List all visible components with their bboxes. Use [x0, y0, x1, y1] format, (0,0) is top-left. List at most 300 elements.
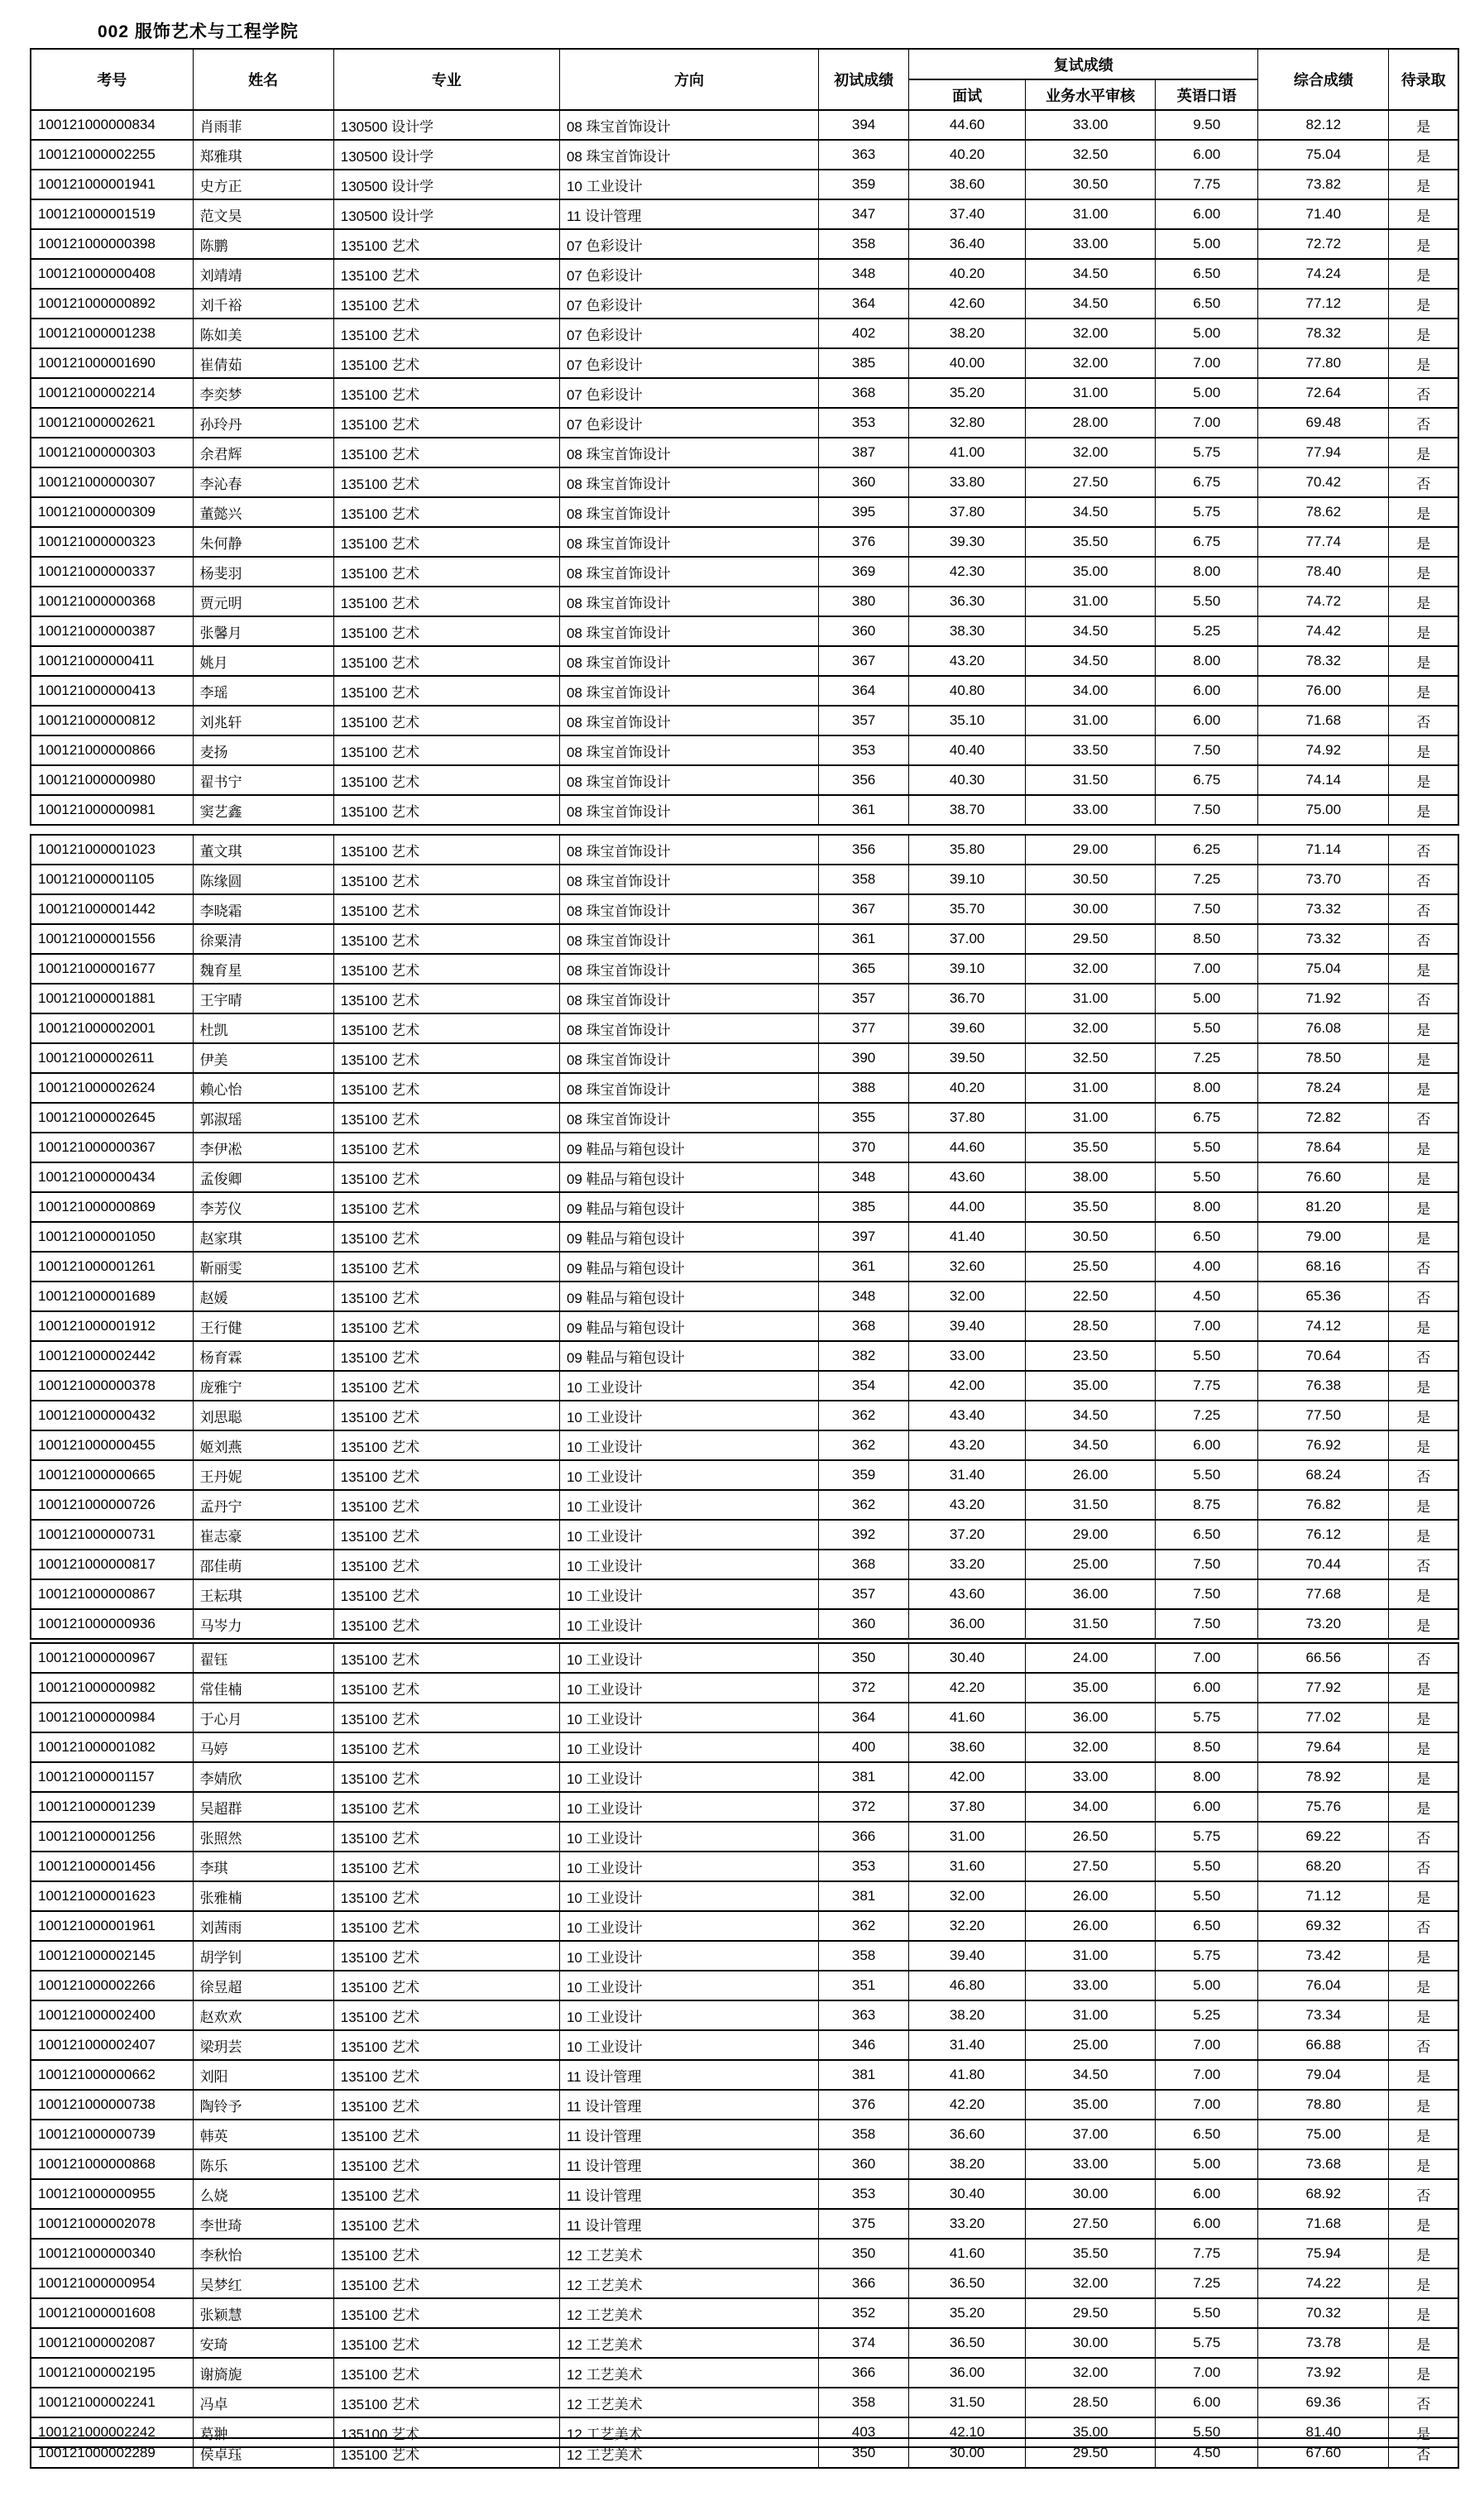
cell-initial-score: 365	[819, 954, 909, 984]
cell-exam-no: 100121000000411	[31, 646, 193, 676]
results-table-block-3	[30, 1642, 1459, 2448]
cell-major: 135100 艺术	[333, 1732, 559, 1762]
cell-professional-review: 33.00	[1026, 1971, 1156, 2000]
cell-overall-score: 69.22	[1258, 1822, 1389, 1852]
cell-admitted: 是	[1389, 497, 1458, 527]
cell-overall-score: 68.20	[1258, 1852, 1389, 1881]
cell-interview: 39.50	[909, 1043, 1026, 1073]
table-row	[31, 1252, 1458, 1282]
cell-major: 135100 艺术	[333, 1762, 559, 1792]
table-row	[31, 1282, 1458, 1311]
col-header-oral-english: 英语口语	[1156, 79, 1258, 110]
cell-name: 刘千裕	[193, 289, 333, 319]
cell-oral-english: 5.75	[1156, 1941, 1258, 1971]
cell-oral-english: 6.00	[1156, 1792, 1258, 1822]
cell-direction: 07 色彩设计	[559, 348, 818, 378]
cell-interview: 39.60	[909, 1013, 1026, 1043]
table-row	[31, 2060, 1458, 2090]
cell-initial-score: 348	[819, 259, 909, 289]
cell-name: 王行健	[193, 1311, 333, 1341]
cell-initial-score: 360	[819, 2149, 909, 2179]
cell-major: 135100 艺术	[333, 1252, 559, 1282]
cell-interview: 32.00	[909, 1282, 1026, 1311]
cell-name: 刘思聪	[193, 1401, 333, 1430]
cell-direction: 09 鞋品与箱包设计	[559, 1162, 818, 1192]
cell-direction: 12 工艺美术	[559, 2358, 818, 2388]
cell-professional-review: 37.00	[1026, 2120, 1156, 2149]
cell-overall-score: 67.60	[1258, 2438, 1389, 2468]
cell-exam-no: 100121000000739	[31, 2120, 193, 2149]
cell-direction: 08 珠宝首饰设计	[559, 110, 818, 140]
cell-professional-review: 35.00	[1026, 1673, 1156, 1703]
table-row	[31, 676, 1458, 706]
cell-admitted: 是	[1389, 229, 1458, 259]
cell-direction: 08 珠宝首饰设计	[559, 984, 818, 1013]
cell-direction: 11 设计管理	[559, 199, 818, 229]
cell-major: 135100 艺术	[333, 2328, 559, 2358]
cell-initial-score: 347	[819, 199, 909, 229]
cell-oral-english: 5.50	[1156, 587, 1258, 616]
cell-major: 135100 艺术	[333, 2120, 559, 2149]
cell-oral-english: 6.50	[1156, 1520, 1258, 1550]
cell-professional-review: 34.50	[1026, 616, 1156, 646]
cell-oral-english: 7.50	[1156, 894, 1258, 924]
cell-oral-english: 5.50	[1156, 1162, 1258, 1192]
cell-professional-review: 25.50	[1026, 1252, 1156, 1282]
table-row	[31, 2388, 1458, 2417]
cell-professional-review: 35.00	[1026, 1371, 1156, 1401]
cell-exam-no: 100121000000413	[31, 676, 193, 706]
cell-oral-english: 6.75	[1156, 467, 1258, 497]
cell-oral-english: 7.50	[1156, 1579, 1258, 1609]
cell-professional-review: 31.50	[1026, 1609, 1156, 1639]
cell-direction: 09 鞋品与箱包设计	[559, 1311, 818, 1341]
cell-interview: 42.00	[909, 1371, 1026, 1401]
cell-oral-english: 5.50	[1156, 1341, 1258, 1371]
cell-exam-no: 100121000000954	[31, 2268, 193, 2298]
cell-interview: 42.20	[909, 2090, 1026, 2120]
cell-oral-english: 4.50	[1156, 1282, 1258, 1311]
cell-initial-score: 377	[819, 1013, 909, 1043]
cell-interview: 38.20	[909, 2000, 1026, 2030]
cell-name: 徐粟清	[193, 924, 333, 954]
cell-interview: 39.30	[909, 527, 1026, 557]
cell-professional-review: 31.00	[1026, 1941, 1156, 1971]
cell-name: 陈鹏	[193, 229, 333, 259]
table-row	[31, 865, 1458, 894]
cell-oral-english: 6.75	[1156, 765, 1258, 795]
cell-admitted: 是	[1389, 1133, 1458, 1162]
cell-admitted: 是	[1389, 438, 1458, 467]
cell-name: 杨育霖	[193, 1341, 333, 1371]
cell-major: 135100 艺术	[333, 2030, 559, 2060]
cell-initial-score: 367	[819, 894, 909, 924]
cell-oral-english: 5.00	[1156, 229, 1258, 259]
cell-exam-no: 100121000000662	[31, 2060, 193, 2090]
cell-direction: 10 工业设计	[559, 1460, 818, 1490]
table-row	[31, 924, 1458, 954]
cell-admitted: 是	[1389, 1311, 1458, 1341]
cell-overall-score: 74.24	[1258, 259, 1389, 289]
cell-professional-review: 34.50	[1026, 646, 1156, 676]
cell-exam-no: 100121000001456	[31, 1852, 193, 1881]
cell-interview: 40.30	[909, 765, 1026, 795]
cell-major: 135100 艺术	[333, 1460, 559, 1490]
cell-initial-score: 359	[819, 1460, 909, 1490]
cell-admitted: 是	[1389, 1013, 1458, 1043]
cell-admitted: 是	[1389, 2090, 1458, 2120]
cell-exam-no: 100121000001623	[31, 1881, 193, 1911]
cell-major: 135100 艺术	[333, 438, 559, 467]
cell-oral-english: 9.50	[1156, 110, 1258, 140]
table-row	[31, 1341, 1458, 1371]
cell-admitted: 否	[1389, 924, 1458, 954]
table-row	[31, 1703, 1458, 1732]
cell-overall-score: 77.02	[1258, 1703, 1389, 1732]
cell-overall-score: 79.64	[1258, 1732, 1389, 1762]
page-title: 002 服饰艺术与工程学院	[98, 22, 299, 41]
cell-professional-review: 31.00	[1026, 984, 1156, 1013]
cell-direction: 08 珠宝首饰设计	[559, 865, 818, 894]
cell-exam-no: 100121000001961	[31, 1911, 193, 1941]
cell-professional-review: 28.50	[1026, 2388, 1156, 2417]
cell-interview: 40.00	[909, 348, 1026, 378]
cell-initial-score: 367	[819, 646, 909, 676]
cell-exam-no: 100121000000367	[31, 1133, 193, 1162]
table-row	[31, 140, 1458, 170]
cell-name: 赵家琪	[193, 1222, 333, 1252]
cell-major: 135100 艺术	[333, 646, 559, 676]
cell-direction: 10 工业设计	[559, 1852, 818, 1881]
table-row	[31, 557, 1458, 587]
cell-name: 么娆	[193, 2179, 333, 2209]
cell-oral-english: 6.00	[1156, 2179, 1258, 2209]
col-header-retest-group: 复试成绩	[909, 49, 1258, 79]
cell-major: 135100 艺术	[333, 2239, 559, 2268]
cell-professional-review: 26.00	[1026, 1911, 1156, 1941]
cell-overall-score: 76.04	[1258, 1971, 1389, 2000]
cell-major: 135100 艺术	[333, 2000, 559, 2030]
cell-major: 135100 艺术	[333, 1282, 559, 1311]
cell-major: 135100 艺术	[333, 587, 559, 616]
cell-exam-no: 100121000000368	[31, 587, 193, 616]
cell-professional-review: 34.50	[1026, 289, 1156, 319]
cell-initial-score: 376	[819, 527, 909, 557]
cell-overall-score: 73.32	[1258, 894, 1389, 924]
cell-overall-score: 79.00	[1258, 1222, 1389, 1252]
table-row	[31, 527, 1458, 557]
table-row	[31, 2030, 1458, 2060]
cell-direction: 10 工业设计	[559, 1881, 818, 1911]
table-row	[31, 706, 1458, 735]
cell-exam-no: 100121000000387	[31, 616, 193, 646]
cell-initial-score: 354	[819, 1371, 909, 1401]
cell-overall-score: 72.82	[1258, 1103, 1389, 1133]
cell-major: 135100 艺术	[333, 894, 559, 924]
cell-initial-score: 353	[819, 2179, 909, 2209]
cell-direction: 10 工业设计	[559, 170, 818, 199]
cell-interview: 37.80	[909, 497, 1026, 527]
cell-oral-english: 6.00	[1156, 1430, 1258, 1460]
cell-major: 135100 艺术	[333, 497, 559, 527]
cell-major: 135100 艺术	[333, 348, 559, 378]
cell-major: 135100 艺术	[333, 527, 559, 557]
cell-major: 135100 艺术	[333, 1550, 559, 1579]
cell-direction: 08 珠宝首饰设计	[559, 646, 818, 676]
table-row	[31, 2209, 1458, 2239]
cell-overall-score: 82.12	[1258, 110, 1389, 140]
cell-direction: 10 工业设计	[559, 1792, 818, 1822]
cell-initial-score: 370	[819, 1133, 909, 1162]
cell-exam-no: 100121000001881	[31, 984, 193, 1013]
cell-oral-english: 6.00	[1156, 140, 1258, 170]
cell-initial-score: 372	[819, 1673, 909, 1703]
cell-direction: 10 工业设计	[559, 1971, 818, 2000]
cell-overall-score: 73.78	[1258, 2328, 1389, 2358]
cell-interview: 43.40	[909, 1401, 1026, 1430]
cell-exam-no: 100121000000455	[31, 1430, 193, 1460]
cell-overall-score: 71.68	[1258, 706, 1389, 735]
cell-name: 董文琪	[193, 835, 333, 865]
cell-oral-english: 6.50	[1156, 1911, 1258, 1941]
cell-oral-english: 5.00	[1156, 319, 1258, 348]
cell-interview: 36.50	[909, 2328, 1026, 2358]
cell-oral-english: 5.50	[1156, 1852, 1258, 1881]
cell-interview: 37.20	[909, 1520, 1026, 1550]
cell-oral-english: 7.00	[1156, 1643, 1258, 1673]
cell-oral-english: 7.50	[1156, 1550, 1258, 1579]
cell-professional-review: 35.50	[1026, 1133, 1156, 1162]
cell-admitted: 是	[1389, 2358, 1458, 2388]
cell-exam-no: 100121000000665	[31, 1460, 193, 1490]
cell-direction: 10 工业设计	[559, 1430, 818, 1460]
cell-admitted: 是	[1389, 587, 1458, 616]
cell-exam-no: 100121000001239	[31, 1792, 193, 1822]
cell-direction: 08 珠宝首饰设计	[559, 835, 818, 865]
cell-exam-no: 100121000002214	[31, 378, 193, 408]
cell-admitted: 是	[1389, 289, 1458, 319]
cell-name: 侯卓珏	[193, 2438, 333, 2468]
table-row	[31, 835, 1458, 865]
cell-direction: 08 珠宝首饰设计	[559, 735, 818, 765]
table-header	[31, 49, 1458, 110]
cell-major: 135100 艺术	[333, 1073, 559, 1103]
cell-direction: 10 工业设计	[559, 1401, 818, 1430]
cell-oral-english: 6.50	[1156, 259, 1258, 289]
cell-name: 李婧欣	[193, 1762, 333, 1792]
cell-professional-review: 34.00	[1026, 1792, 1156, 1822]
cell-overall-score: 71.40	[1258, 199, 1389, 229]
cell-direction: 10 工业设计	[559, 1703, 818, 1732]
cell-overall-score: 76.12	[1258, 1520, 1389, 1550]
cell-initial-score: 390	[819, 1043, 909, 1073]
cell-exam-no: 100121000000323	[31, 527, 193, 557]
cell-initial-score: 387	[819, 438, 909, 467]
cell-major: 130500 设计学	[333, 140, 559, 170]
cell-professional-review: 31.00	[1026, 1103, 1156, 1133]
cell-professional-review: 35.00	[1026, 557, 1156, 587]
cell-overall-score: 79.04	[1258, 2060, 1389, 2090]
cell-professional-review: 32.00	[1026, 438, 1156, 467]
cell-professional-review: 30.50	[1026, 1222, 1156, 1252]
cell-professional-review: 31.00	[1026, 199, 1156, 229]
cell-name: 赵媛	[193, 1282, 333, 1311]
cell-major: 135100 艺术	[333, 319, 559, 348]
cell-exam-no: 100121000002400	[31, 2000, 193, 2030]
cell-name: 谢旖旎	[193, 2358, 333, 2388]
cell-name: 冯卓	[193, 2388, 333, 2417]
cell-initial-score: 356	[819, 835, 909, 865]
col-header-name: 姓名	[193, 49, 333, 110]
cell-direction: 09 鞋品与箱包设计	[559, 1252, 818, 1282]
cell-exam-no: 100121000000866	[31, 735, 193, 765]
cell-exam-no: 100121000001912	[31, 1311, 193, 1341]
cell-admitted: 否	[1389, 1550, 1458, 1579]
cell-professional-review: 26.00	[1026, 1460, 1156, 1490]
cell-initial-score: 353	[819, 1852, 909, 1881]
cell-direction: 07 色彩设计	[559, 259, 818, 289]
cell-admitted: 是	[1389, 170, 1458, 199]
cell-admitted: 是	[1389, 676, 1458, 706]
cell-name: 崔倩茹	[193, 348, 333, 378]
cell-name: 庞雅宁	[193, 1371, 333, 1401]
cell-interview: 31.50	[909, 2388, 1026, 2417]
col-header-direction: 方向	[559, 49, 818, 110]
cell-interview: 36.30	[909, 587, 1026, 616]
cell-overall-score: 78.62	[1258, 497, 1389, 527]
cell-oral-english: 6.00	[1156, 706, 1258, 735]
cell-professional-review: 31.00	[1026, 706, 1156, 735]
cell-name: 孟俊卿	[193, 1162, 333, 1192]
cell-admitted: 是	[1389, 2149, 1458, 2179]
table-row	[31, 2000, 1458, 2030]
cell-initial-score: 366	[819, 2358, 909, 2388]
results-table-block-4	[30, 2437, 1459, 2469]
cell-exam-no: 100121000000980	[31, 765, 193, 795]
cell-initial-score: 366	[819, 2268, 909, 2298]
cell-name: 李秋怡	[193, 2239, 333, 2268]
cell-major: 135100 艺术	[333, 1133, 559, 1162]
cell-admitted: 是	[1389, 1941, 1458, 1971]
cell-direction: 10 工业设计	[559, 1520, 818, 1550]
cell-interview: 41.00	[909, 438, 1026, 467]
cell-professional-review: 35.00	[1026, 2417, 1156, 2447]
table-row	[31, 1732, 1458, 1762]
cell-overall-score: 65.36	[1258, 1282, 1389, 1311]
cell-admitted: 否	[1389, 2179, 1458, 2209]
cell-name: 李晓霜	[193, 894, 333, 924]
cell-initial-score: 363	[819, 140, 909, 170]
cell-direction: 08 珠宝首饰设计	[559, 954, 818, 984]
cell-exam-no: 100121000001050	[31, 1222, 193, 1252]
cell-interview: 43.20	[909, 1490, 1026, 1520]
cell-exam-no: 100121000002001	[31, 1013, 193, 1043]
table-row	[31, 438, 1458, 467]
cell-direction: 10 工业设计	[559, 1911, 818, 1941]
table-row	[31, 646, 1458, 676]
cell-exam-no: 100121000002289	[31, 2438, 193, 2468]
cell-overall-score: 77.68	[1258, 1579, 1389, 1609]
cell-initial-score: 359	[819, 170, 909, 199]
cell-oral-english: 6.50	[1156, 2120, 1258, 2149]
cell-direction: 12 工艺美术	[559, 2298, 818, 2328]
cell-exam-no: 100121000000337	[31, 557, 193, 587]
cell-direction: 11 设计管理	[559, 2179, 818, 2209]
cell-professional-review: 29.50	[1026, 924, 1156, 954]
cell-name: 马婷	[193, 1732, 333, 1762]
cell-admitted: 否	[1389, 1911, 1458, 1941]
table-row	[31, 2268, 1458, 2298]
cell-major: 135100 艺术	[333, 1643, 559, 1673]
cell-overall-score: 73.92	[1258, 2358, 1389, 2388]
cell-exam-no: 100121000000936	[31, 1609, 193, 1639]
cell-initial-score: 402	[819, 319, 909, 348]
cell-initial-score: 360	[819, 616, 909, 646]
cell-initial-score: 368	[819, 1550, 909, 1579]
cell-name: 朱何静	[193, 527, 333, 557]
cell-overall-score: 76.38	[1258, 1371, 1389, 1401]
cell-interview: 30.40	[909, 1643, 1026, 1673]
cell-overall-score: 74.22	[1258, 2268, 1389, 2298]
cell-initial-score: 395	[819, 497, 909, 527]
cell-oral-english: 5.75	[1156, 1703, 1258, 1732]
cell-admitted: 是	[1389, 1732, 1458, 1762]
cell-interview: 30.00	[909, 2438, 1026, 2468]
cell-direction: 07 色彩设计	[559, 229, 818, 259]
cell-initial-score: 348	[819, 1282, 909, 1311]
cell-overall-score: 70.42	[1258, 467, 1389, 497]
cell-exam-no: 100121000000955	[31, 2179, 193, 2209]
cell-admitted: 是	[1389, 1430, 1458, 1460]
cell-professional-review: 32.00	[1026, 348, 1156, 378]
cell-interview: 44.00	[909, 1192, 1026, 1222]
cell-initial-score: 400	[819, 1732, 909, 1762]
cell-initial-score: 350	[819, 2239, 909, 2268]
cell-interview: 35.80	[909, 835, 1026, 865]
cell-name: 孟丹宁	[193, 1490, 333, 1520]
cell-professional-review: 32.00	[1026, 2268, 1156, 2298]
cell-direction: 09 鞋品与箱包设计	[559, 1222, 818, 1252]
cell-name: 刘兆轩	[193, 706, 333, 735]
cell-overall-score: 75.00	[1258, 2120, 1389, 2149]
cell-direction: 11 设计管理	[559, 2149, 818, 2179]
cell-admitted: 否	[1389, 984, 1458, 1013]
cell-direction: 11 设计管理	[559, 2120, 818, 2149]
cell-overall-score: 78.32	[1258, 319, 1389, 348]
cell-professional-review: 25.00	[1026, 2030, 1156, 2060]
cell-oral-english: 4.50	[1156, 2438, 1258, 2468]
cell-interview: 38.60	[909, 1732, 1026, 1762]
cell-admitted: 否	[1389, 2438, 1458, 2468]
cell-exam-no: 100121000000398	[31, 229, 193, 259]
cell-direction: 10 工业设计	[559, 2000, 818, 2030]
cell-oral-english: 7.50	[1156, 1609, 1258, 1639]
cell-admitted: 否	[1389, 1643, 1458, 1673]
cell-interview: 42.30	[909, 557, 1026, 587]
cell-interview: 36.00	[909, 2358, 1026, 2388]
cell-name: 李芳仪	[193, 1192, 333, 1222]
cell-oral-english: 7.75	[1156, 1371, 1258, 1401]
cell-admitted: 是	[1389, 2239, 1458, 2268]
cell-professional-review: 36.00	[1026, 1703, 1156, 1732]
cell-admitted: 否	[1389, 706, 1458, 735]
cell-major: 135100 艺术	[333, 865, 559, 894]
cell-interview: 42.20	[909, 1673, 1026, 1703]
cell-interview: 31.00	[909, 1822, 1026, 1852]
cell-oral-english: 7.00	[1156, 2090, 1258, 2120]
cell-direction: 08 珠宝首饰设计	[559, 1103, 818, 1133]
table-row	[31, 348, 1458, 378]
